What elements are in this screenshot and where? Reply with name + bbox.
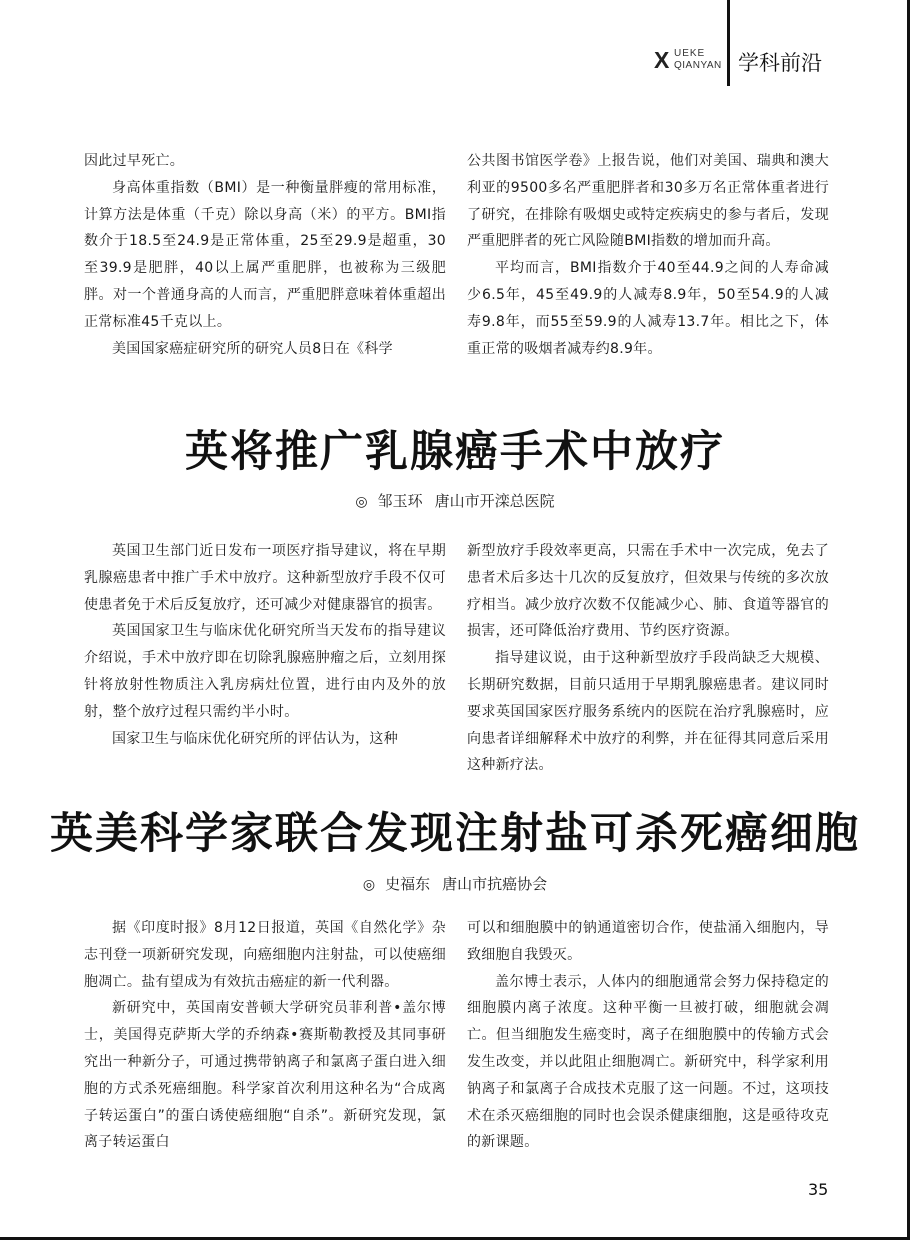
byline-author: 史福东 [385,875,431,893]
article1-headline: 英将推广乳腺癌手术中放疗 [185,427,725,477]
header-logo-top: UEKE [674,48,706,59]
header-logo-x: X [654,47,670,73]
article0-right-column [467,148,829,362]
byline-affiliation: 唐山市开滦总医院 [434,492,555,510]
header-logo-bottom: QIANYAN [674,60,722,71]
article2-right-column [467,915,829,1156]
paragraph: 盖尔博士表示，人体内的细胞通常会努力保持稳定的细胞膜内离子浓度。这种平衡一旦被打破，细胞就会凋亡。但当细胞发生癌变时，离子在细胞膜中的传输方式会发生改变，并以此阻止细胞凋亡。新研究中，科学家利用钠离子和氯离子合成技术克服了这一问题。不过，这项技术在杀灭癌细胞的同时也会误杀健康细胞，这是亟待攻克的新课题。 [467,973,829,1151]
paragraph: 身高体重指数（BMI）是一种衡量胖瘦的常用标准，计算方法是体重（千克）除以身高（米）的平方。BMI指数介于18.5至24.9是正常体重，25至29.9是超重，30至39.9是肥胖，40以上属严重肥胖，也被称为三级肥胖。对一个普通身高的人而言，严重肥胖意味着体重超出正常标准45千克以上。 [84,179,446,330]
paragraph: 国家卫生与临床优化研究所的评估认为，这种 [112,730,398,747]
article2-byline [0,873,910,894]
header-divider [727,0,730,86]
running-header [640,0,910,90]
paragraph: 英国国家卫生与临床优化研究所当天发布的指导建议介绍说，手术中放疗即在切除乳腺癌肿瘤之后，立刻用探针将放射性物质注入乳房病灶位置，进行由内及外的放射，整个放疗过程只需约半小时。 [84,623,446,720]
byline-mark: ◎ [355,494,368,510]
paragraph: 新型放疗手段效率更高，只需在手术中一次完成，免去了患者术后多达十几次的反复放疗，但效果与传统的多次放疗相当。减少放疗次数不仅能减少心、肺、食道等器官的损害，还可降低治疗费用、节约医疗资源。 [467,543,829,640]
article0-left-column [84,148,446,362]
header-section-title: 学科前沿 [738,51,822,75]
article2-headline: 英美科学家联合发现注射盐可杀死癌细胞 [50,809,860,859]
paragraph: 英国卫生部门近日发布一项医疗指导建议，将在早期乳腺癌患者中推广手术中放疗。这种新型放疗手段不仅可使患者免于术后反复放疗，还可减少对健康器官的损害。 [84,543,446,613]
paragraph: 新研究中，英国南安普顿大学研究员菲利普•盖尔博士，美国得克萨斯大学的乔纳森•赛斯勒教授及其同事研究出一种新分子，可通过携带钠离子和氯离子蛋白进入细胞的方式杀死癌细胞。科学家首次利用这种名为“合成离子转运蛋白”的蛋白诱使癌细胞“自杀”。新研究发现，氯离子转运蛋白 [84,1000,446,1151]
byline-mark: ◎ [362,877,376,893]
byline-author: 邹玉环 [377,492,423,510]
paragraph: 公共图书馆医学卷》上报告说，他们对美国、瑞典和澳大利亚的9500多名严重肥胖者和30多万名正常体重者进行了研究，在排除有吸烟史或特定疾病史的参与者后，发现严重肥胖者的死亡风险随BMI指数的增加而升高。 [467,153,829,250]
byline-affiliation: 唐山市抗癌协会 [442,875,548,893]
paragraph: 据《印度时报》8月12日报道，英国《自然化学》杂志刊登一项新研究发现，向癌细胞内注射盐，可以使癌细胞凋亡。盐有望成为有效抗击癌症的新一代利器。 [84,920,446,990]
article2-left-column [84,915,446,1156]
article1-right-column [467,538,829,779]
page-number: 35 [808,1180,829,1199]
article1-byline [0,490,910,511]
paragraph: 指导建议说，由于这种新型放疗手段尚缺乏大规模、长期研究数据，目前只适用于早期乳腺癌患者。建议同时要求英国国家医疗服务系统内的医院在治疗乳腺癌时，应向患者详细解释术中放疗的利弊，并在征得其同意后采用这种新疗法。 [467,650,829,774]
paragraph: 平均而言，BMI指数介于40至44.9之间的人寿命减少6.5年，45至49.9的人减寿8.9年，50至54.9的人减寿9.8年，而55至59.9的人减寿13.7年。相比之下，体重正常的吸烟者减寿约8.9年。 [467,260,829,357]
article1-left-column [84,538,446,752]
paragraph: 可以和细胞膜中的钠通道密切合作，使盐涌入细胞内，导致细胞自我毁灭。 [467,920,829,963]
paragraph: 美国国家癌症研究所的研究人员8日在《科学 [112,340,393,357]
paragraph: 因此过早死亡。 [84,153,185,169]
